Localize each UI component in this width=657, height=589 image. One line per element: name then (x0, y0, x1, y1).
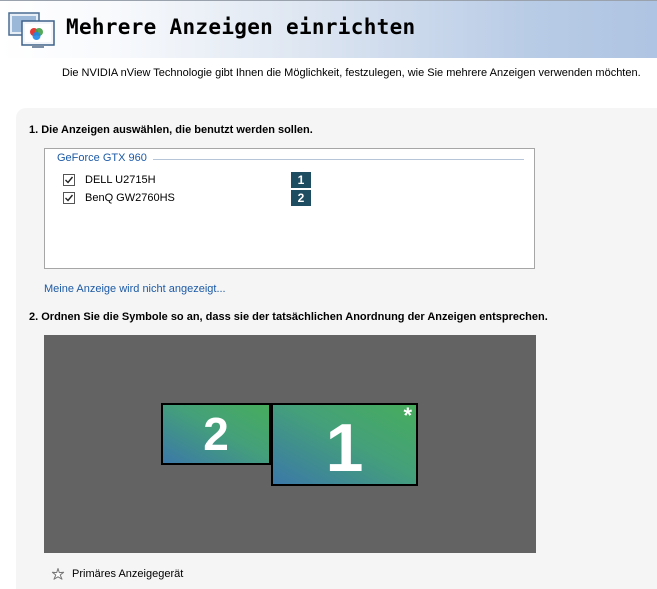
display-1-name: DELL U2715H (85, 174, 156, 186)
display-1-checkbox[interactable] (63, 174, 75, 186)
display-selection-box (44, 148, 535, 269)
header-banner (0, 0, 657, 58)
display-arrangement-area[interactable] (44, 335, 536, 553)
asterisk-outline-icon (50, 567, 66, 583)
display-not-shown-link[interactable]: Meine Anzeige wird nicht angezeigt... (44, 283, 226, 295)
group-divider (153, 159, 524, 160)
display-2-checkbox[interactable] (63, 192, 75, 204)
multi-display-icon (8, 11, 56, 51)
page-title: Mehrere Anzeigen einrichten (66, 15, 416, 39)
checkmark-icon (64, 175, 74, 185)
primary-marker: * (403, 403, 412, 428)
step1-title: 1. Die Anzeigen auswählen, die benutzt werden sollen. (29, 124, 313, 136)
monitor-2-number: 2 (203, 408, 229, 460)
step2-title: 2. Ordnen Sie die Symbole so an, dass sie der tatsächlichen Anordnung der Anzeigen entsprechen. (29, 311, 548, 323)
monitor-1-icon[interactable] (271, 403, 418, 486)
primary-display-legend-label: Primäres Anzeigegerät (72, 568, 184, 580)
monitor-1-number: 1 (325, 410, 364, 486)
gpu-name: GeForce GTX 960 (57, 152, 151, 164)
monitor-2-icon[interactable] (161, 403, 271, 465)
checkmark-icon (64, 193, 74, 203)
display-2-name: BenQ GW2760HS (85, 192, 175, 204)
display-1-number-badge: 1 (291, 172, 311, 188)
page-description: Die NVIDIA nView Technologie gibt Ihnen die Möglichkeit, festzulegen, wie Sie mehrere Anzeigen verwenden möchten. (62, 67, 641, 79)
display-2-number-badge: 2 (291, 190, 311, 206)
